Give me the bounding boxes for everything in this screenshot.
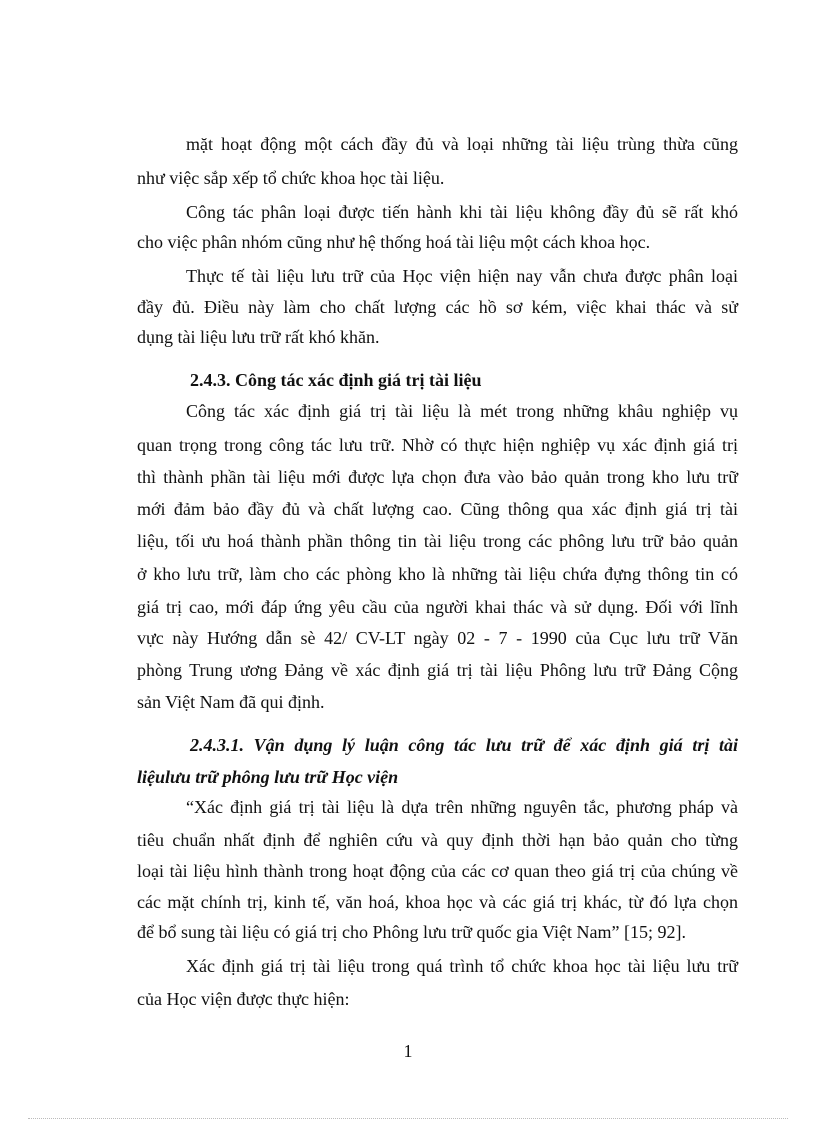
text-line: quan trọng trong công tác lưu trữ. Nhờ có thực hiện nghiệp vụ xác định giá trị	[137, 435, 738, 455]
text-line: như việc sắp xếp tổ chức khoa học tài liệu.	[137, 168, 445, 188]
text-line: giá trị cao, mới đáp ứng yêu cầu của người khai thác và sử dụng. Đối với lĩnh	[137, 597, 738, 617]
text-line: “Xác định giá trị tài liệu là dựa trên những nguyên tắc, phương pháp và	[186, 797, 738, 817]
text-line: để bổ sung tài liệu có giá trị cho Phông lưu trữ quốc gia Việt Nam” [15; 92].	[137, 922, 686, 942]
text-line: các mặt chính trị, kinh tế, văn hoá, khoa học và các giá trị khác, từ đó lựa chọn	[137, 892, 738, 912]
text-line: dụng tài liệu lưu trữ rất khó khăn.	[137, 327, 380, 347]
page-number: 1	[403, 1041, 413, 1061]
text-line: của Học viện được thực hiện:	[137, 989, 350, 1009]
text-line: Xác định giá trị tài liệu trong quá trình tổ chức khoa học tài liệu lưu trữ	[186, 956, 738, 976]
section-heading: 2.4.3. Công tác xác định giá trị tài liệu	[190, 370, 482, 390]
text-line: sản Việt Nam đã qui định.	[137, 692, 325, 712]
subsection-heading: 2.4.3.1. Vận dụng lý luận công tác lưu trữ để xác định giá trị tài	[190, 735, 738, 755]
text-line: Công tác phân loại được tiến hành khi tài liệu không đầy đủ sẽ rất khó	[186, 202, 738, 222]
page-border	[28, 1118, 788, 1119]
text-line: ở kho lưu trữ, làm cho các phòng kho là những tài liệu chứa đựng thông tin có	[137, 564, 738, 584]
text-line: cho việc phân nhóm cũng như hệ thống hoá tài liệu một cách khoa học.	[137, 232, 651, 252]
text-line: Công tác xác định giá trị tài liệu là mét trong những khâu nghiệp vụ	[186, 401, 738, 421]
text-line: vực này Hướng dẫn sè 42/ CV-LT ngày 02 - 7 - 1990 của Cục lưu trữ Văn	[137, 628, 738, 648]
text-line: mặt hoạt động một cách đầy đủ và loại những tài liệu trùng thừa cũng	[186, 134, 738, 154]
subsection-heading-cont: liệulưu trữ phông lưu trữ Học viện	[137, 767, 399, 787]
text-line: liệu, tối ưu hoá thành phần thông tin tài liệu trong các phông lưu trữ bảo quản	[137, 531, 738, 551]
text-line: phòng Trung ương Đảng về xác định giá trị tài liệu Phông lưu trữ Đảng Cộng	[137, 660, 738, 680]
text-line: đầy đủ. Điều này làm cho chất lượng các hồ sơ kém, việc khai thác và sử	[137, 297, 738, 317]
text-line: loại tài liệu hình thành trong hoạt động của các cơ quan theo giá trị của chúng về	[137, 861, 738, 881]
text-line: Thực tế tài liệu lưu trữ của Học viện hiện nay vẫn chưa được phân loại	[186, 266, 738, 286]
text-line: thì thành phần tài liệu mới được lựa chọn đưa vào bảo quản trong kho lưu trữ	[137, 467, 738, 487]
text-line: tiêu chuẩn nhất định để nghiên cứu và quy định thời hạn bảo quản cho từng	[137, 830, 738, 850]
text-line: mới đảm bảo đầy đủ và chất lượng cao. Cũng thông qua xác định giá trị tài	[137, 499, 738, 519]
